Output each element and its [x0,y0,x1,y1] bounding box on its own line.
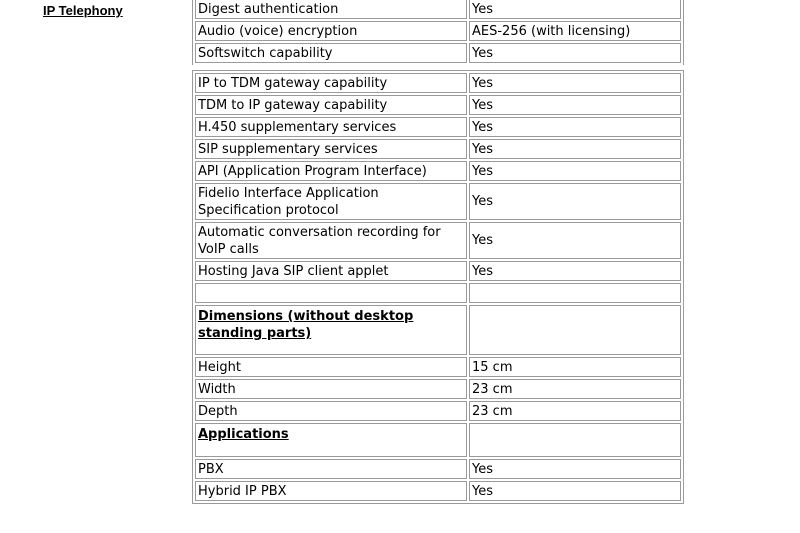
table-row [195,95,681,115]
feature-cell: Fidelio Interface Application Specification protocol [195,183,467,220]
dimensions-heading-text: Dimensions (without desktop standing parts) [198,309,414,341]
feature-cell: SIP supplementary services [195,139,467,159]
table-row [195,481,681,501]
value-cell: Yes [469,95,681,115]
value-cell: Yes [469,139,681,159]
value-cell: Yes [469,0,681,19]
table-row [195,222,681,259]
feature-cell: Softswitch capability [195,43,467,63]
feature-cell: IP to TDM gateway capability [195,73,467,93]
value-cell: Yes [469,222,681,259]
table-row [195,379,681,399]
feature-cell: H.450 supplementary services [195,117,467,137]
table-row [195,161,681,181]
feature-cell: PBX [195,459,467,479]
table-row [195,459,681,479]
feature-cell: Hosting Java SIP client applet [195,261,467,281]
table-row [195,401,681,421]
table-row [195,261,681,281]
table-row [195,43,681,63]
value-cell: 15 cm [469,357,681,377]
feature-cell: Automatic conversation recording for VoIP calls [195,222,467,259]
table-row [195,73,681,93]
table-row [195,117,681,137]
value-cell: Yes [469,183,681,220]
table-row [195,357,681,377]
value-cell: Yes [469,73,681,93]
spec-table-main [192,70,684,504]
feature-cell: Hybrid IP PBX [195,481,467,501]
group-heading-row [195,423,681,457]
feature-cell: Digest authentication [195,0,467,19]
value-cell: 23 cm [469,379,681,399]
empty-row [195,283,681,303]
feature-cell: Depth [195,401,467,421]
value-cell: AES-256 (with licensing) [469,21,681,41]
dimensions-heading [195,305,467,355]
empty-cell [469,305,681,355]
applications-heading-text: Applications [198,427,289,442]
spec-table-top [192,0,684,65]
value-cell: Yes [469,261,681,281]
table-row [195,183,681,220]
group-heading-row [195,305,681,355]
value-cell: Yes [469,117,681,137]
feature-cell: Audio (voice) encryption [195,21,467,41]
value-cell: Yes [469,43,681,63]
table-row [195,21,681,41]
section-title-link[interactable]: IP Telephony [43,3,123,18]
table-row [195,139,681,159]
empty-cell [195,283,467,303]
applications-heading [195,423,467,457]
table-row [195,0,681,19]
value-cell: Yes [469,459,681,479]
feature-cell: Height [195,357,467,377]
feature-cell: Width [195,379,467,399]
empty-cell [469,423,681,457]
value-cell: Yes [469,481,681,501]
empty-cell [469,283,681,303]
feature-cell: TDM to IP gateway capability [195,95,467,115]
value-cell: 23 cm [469,401,681,421]
value-cell: Yes [469,161,681,181]
feature-cell: API (Application Program Interface) [195,161,467,181]
